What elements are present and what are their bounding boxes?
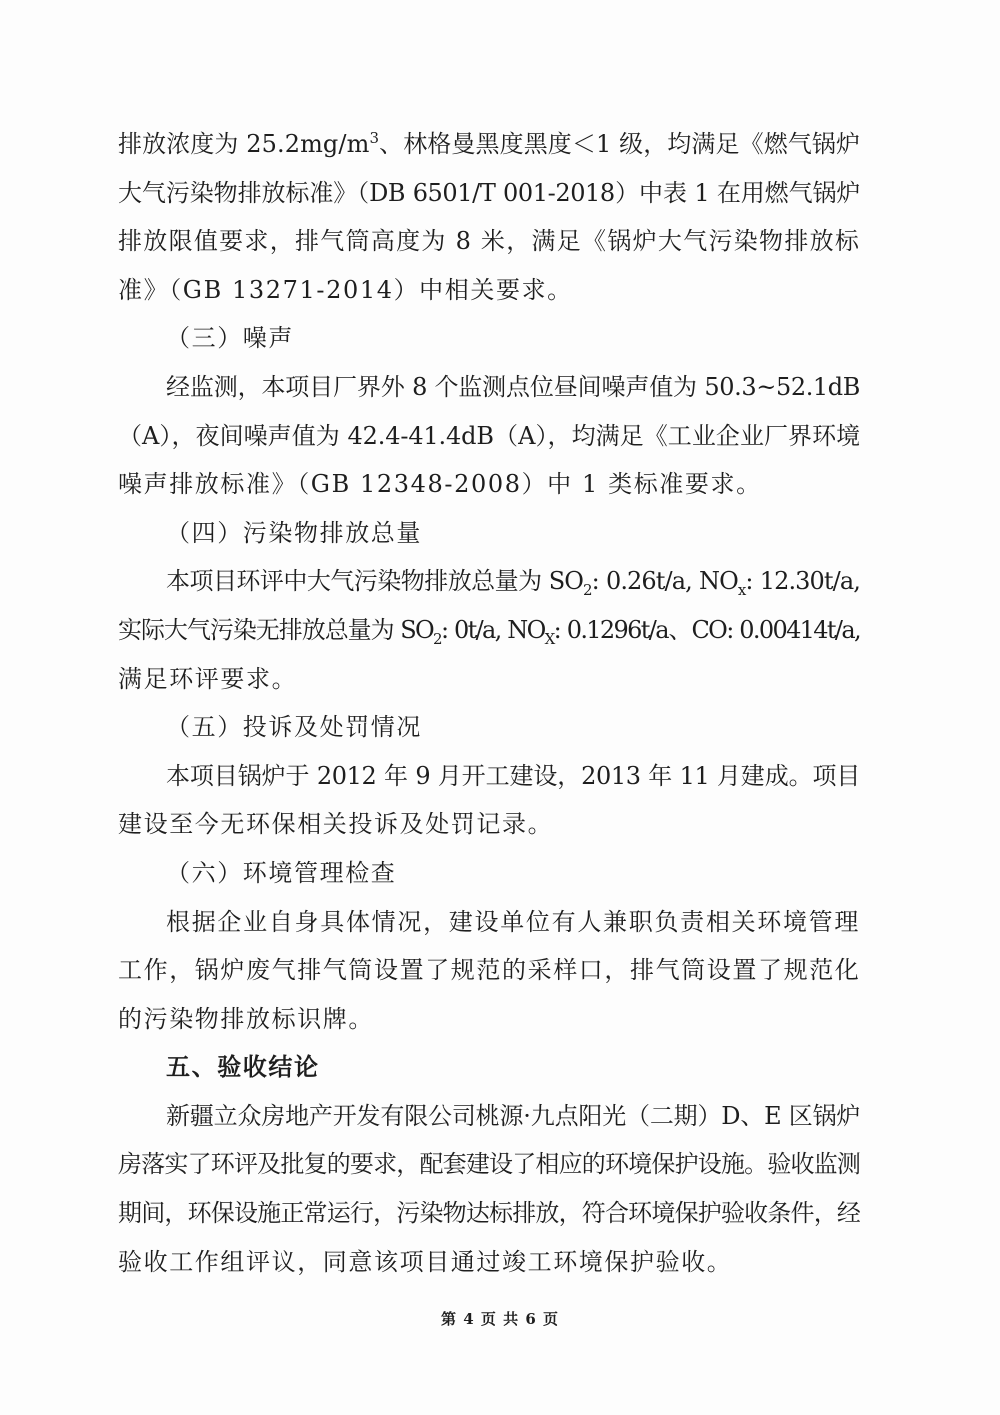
text-segment: 本项目环评中大气污染物排放总量为 SO [166,567,584,596]
text-line [118,606,860,655]
text-line: 新疆立众房地产开发有限公司桃源·九点阳光（二期）D、E 区锅炉 [166,1101,860,1130]
text-line [118,557,860,606]
text-line: 工作，锅炉废气排气筒设置了规范的采样口，排气筒设置了规范化 [118,956,861,985]
text-line: 房落实了环评及批复的要求，配套建设了相应的环境保护设施。验收监测 [118,1150,860,1179]
text-line: 的污染物排放标识牌。 [118,1004,374,1033]
text-line: 建设至今无环保相关投诉及处罚记录。 [118,810,554,839]
page-number-footer: 第 4 页 共 6 页 [441,1310,559,1328]
text-line: 验收工作组评议，同意该项目通过竣工环境保护验收。 [118,1247,733,1276]
text-segment: 、林格曼黑度黑度＜1 级，均满足《燃气锅炉 [379,130,861,158]
subscript: 2 [583,581,592,600]
text-segment: : 0.26t/a, NO [591,567,738,596]
text-line: 满足环评要求。 [118,664,298,693]
document-body [118,120,860,1286]
text-line: （A），夜间噪声值为 42.4-41.4dB（A），均满足《工业企业厂界环境 [118,421,860,450]
paragraph-management [118,898,860,1044]
text-segment: 实际大气污染无排放总量为 SO [118,615,434,644]
text-segment: : 0.1296t/a、CO: 0.00414t/a, [553,615,860,644]
section-heading-noise: （三）噪声 [166,324,294,353]
subscript: 2 [433,629,441,648]
paragraph-boiler-emission [118,120,860,314]
text-line: 大气污染物排放标准》（DB 6501/T 001-2018）中表 1 在用燃气锅炉 [118,178,860,207]
subscript: x [737,581,746,600]
text-line: 准》（GB 13271-2014）中相关要求。 [118,275,573,304]
text-segment: : 12.30t/a, [745,567,860,596]
text-line: 根据企业自身具体情况，建设单位有人兼职负责相关环境管理 [166,907,860,936]
text-line [118,120,860,169]
section-heading-complaints: （五）投诉及处罚情况 [166,713,422,742]
superscript: 3 [369,129,380,147]
subscript: X [544,629,554,648]
section-heading-total-emission: （四）污染物排放总量 [166,518,422,547]
text-segment: 排放浓度为 25.2mg/m [118,130,370,158]
section-heading-conclusion: 五、验收结论 [166,1052,320,1082]
text-line: 期间，环保设施正常运行，污染物达标排放，符合环境保护验收条件，经 [118,1199,860,1228]
text-line: 经监测，本项目厂界外 8 个监测点位昼间噪声值为 50.3~52.1dB [166,372,860,401]
text-segment: : 0t/a, NO [440,615,545,644]
text-line: 噪声排放标准》（GB 12348-2008）中 1 类标准要求。 [118,470,762,499]
paragraph-noise [118,363,860,509]
text-line: 本项目锅炉于 2012 年 9 月开工建设，2013 年 11 月建成。项目 [166,761,860,790]
text-line: 排放限值要求，排气筒高度为 8 米，满足《锅炉大气污染物排放标 [118,227,860,256]
paragraph-conclusion [118,1092,860,1286]
paragraph-complaints [118,752,860,849]
paragraph-total-emission [118,557,860,703]
section-heading-management: （六）环境管理检查 [166,858,397,887]
